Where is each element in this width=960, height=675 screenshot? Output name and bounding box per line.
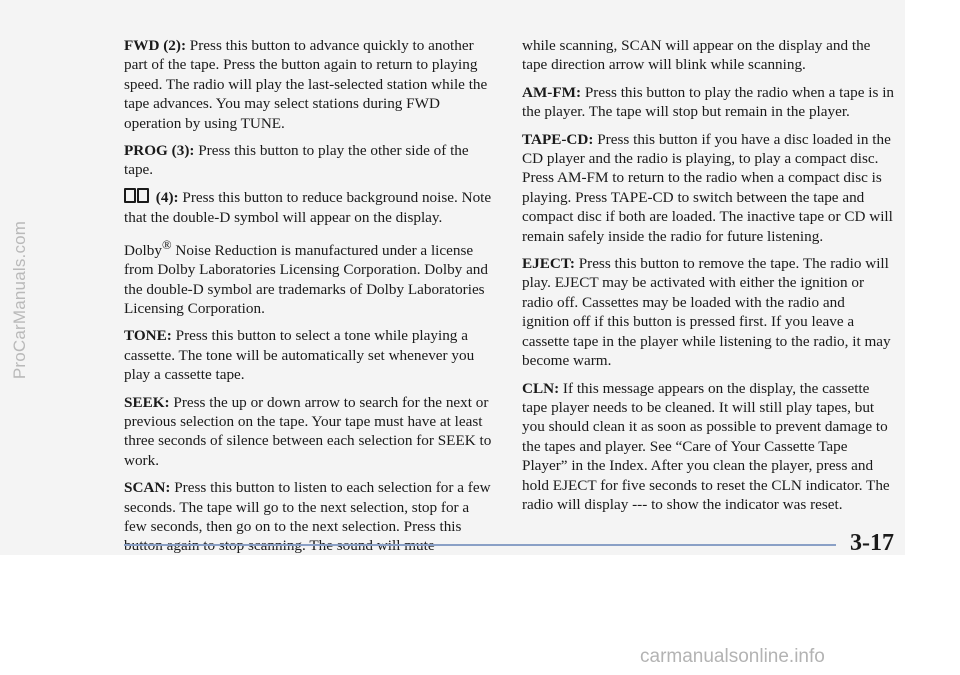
text-am-fm: Press this button to play the radio when a tape is in the player. The tape will stop but remain in the player.	[522, 83, 895, 121]
paragraph-tape-cd	[522, 130, 894, 246]
term-tone: TONE:	[124, 327, 172, 345]
double-d-icon	[124, 188, 150, 208]
registered-mark: ®	[161, 237, 172, 252]
paragraph-scan-continued	[522, 36, 894, 75]
left-column	[124, 36, 494, 564]
footer-rule	[124, 544, 836, 546]
text-fwd: Press this button to advance quickly to another part of the tape. Press the button again to return to playing speed. The radio will play the last-selected station while the tape advances. You may select stations during FWD operation by using TUNE.	[124, 37, 488, 132]
text-dolby: Press this button to reduce background noise. Note that the double-D symbol will appear on the display.	[124, 188, 492, 227]
term-cln: CLN:	[522, 379, 560, 397]
footer-watermark: carmanualsonline.info	[640, 646, 825, 667]
term-dolby: (4):	[155, 188, 179, 206]
paragraph-seek	[124, 393, 494, 471]
paragraph-dolby-notice	[124, 236, 494, 319]
term-fwd: FWD (2):	[124, 37, 186, 54]
text-prog: Press this button to play the other side of the tape.	[124, 142, 469, 179]
paragraph-eject	[522, 254, 894, 370]
paragraph-cln	[522, 379, 894, 515]
text-eject: Press this button to remove the tape. The radio will play. EJECT may be activated with either the ignition or radio off. Cassettes may be loaded with the radio and ignition off if this button is pressed first. If you leave a cassette tape in the player while listening to the radio, it may become warm.	[522, 255, 891, 370]
text-cln: If this message appears on the display, the cassette tape player needs to be cleaned. It will still play tapes, but you should clean it as soon as possible to prevent damage to the tapes and player. See “Care of Your Cassette Tape Player” in the Index. After you clean the player, press and hold EJECT for five seconds to reset the CLN indicator. The radio will display --- to show the indicator was reset.	[522, 379, 890, 513]
paragraph-dolby-button	[124, 188, 494, 228]
term-eject: EJECT:	[522, 255, 575, 273]
paragraph-prog	[124, 141, 494, 180]
text-scan-continued: while scanning, SCAN will appear on the display and the tape direction arrow will blink while scanning.	[522, 37, 871, 74]
text-tape-cd: Press this button if you have a disc loaded in the CD player and the radio is playing, to play a compact disc. Press AM-FM to return to the radio when a compact disc is playing. Press TAPE-CD to switch between the tape and compact disc if both are loaded. The inactive tape or CD will remain safely inside the radio for future listening.	[522, 130, 893, 245]
text-seek: Press the up or down arrow to search for the next or previous selection on the tape. Your tape must have at least three seconds of silence between each selection for SEEK to work.	[124, 393, 492, 469]
right-column	[522, 36, 894, 522]
term-prog: PROG (3):	[124, 142, 195, 160]
term-am-fm: AM-FM:	[522, 83, 582, 101]
term-seek: SEEK:	[124, 393, 170, 411]
paragraph-am-fm	[522, 83, 894, 122]
text-scan: Press this button to listen to each selection for a few seconds. The tape will go to the next selection, stop for a few seconds, then go on to the next selection. Press this	[124, 479, 491, 535]
text-dolby-notice: Noise Reduction is manufactured under a license from Dolby Laboratories Licensing Corporation. Dolby and the double-D symbol are trademarks of Dolby Laboratories Licensing Corporation.	[124, 241, 488, 317]
term-tape-cd: TAPE-CD:	[522, 130, 594, 148]
page-number: 3-17	[850, 530, 894, 556]
side-watermark: ProCarManuals.com	[10, 220, 29, 380]
text-tone: Press this button to select a tone while playing a cassette. The tone will be automatically set whenever you play a cassette tape.	[124, 327, 475, 384]
dolby-word: Dolby	[124, 241, 162, 259]
paragraph-fwd	[124, 36, 494, 133]
paragraph-tone	[124, 326, 494, 384]
term-scan: SCAN:	[124, 479, 171, 497]
